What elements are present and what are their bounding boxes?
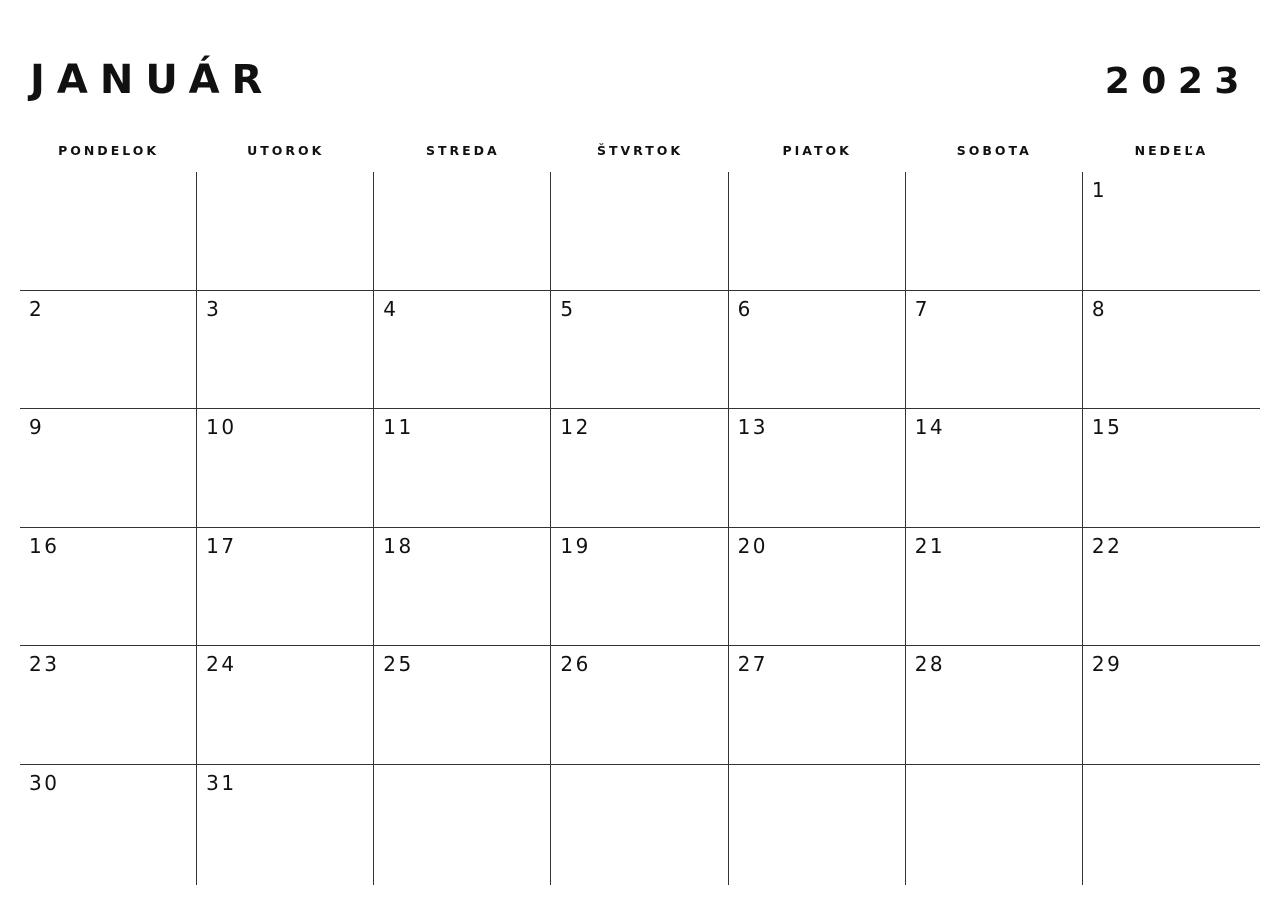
weekday-label-nedela: NEDEĽA <box>1134 143 1209 158</box>
day-number: 20 <box>737 533 769 558</box>
day-number: 18 <box>383 533 414 558</box>
title-row <box>30 57 1251 103</box>
day-number: 19 <box>560 533 591 558</box>
day-number: 22 <box>1091 533 1123 558</box>
calendar-cell-empty <box>551 765 728 885</box>
weekday-label-streda: STREDA <box>425 143 500 158</box>
calendar-cell-day-14 <box>906 409 1083 528</box>
day-number: 25 <box>383 652 414 676</box>
day-number: 11 <box>383 415 414 439</box>
day-number: 7 <box>914 296 930 321</box>
weekday-label-sobota: SOBOTA <box>956 143 1032 158</box>
calendar-cell-empty <box>374 172 551 291</box>
day-number: 31 <box>206 771 237 795</box>
day-number: 8 <box>1091 296 1108 321</box>
weekday-label-utorok: UTOROK <box>247 143 325 158</box>
calendar-cell-day-16 <box>20 528 197 647</box>
day-number: 1 <box>1091 178 1108 202</box>
calendar-cell-day-15 <box>1083 409 1260 528</box>
calendar-cell-day-23 <box>20 646 197 765</box>
day-number: 12 <box>560 415 591 439</box>
calendar-cell-day-21 <box>906 528 1083 647</box>
day-number: 28 <box>914 652 946 676</box>
day-number: 27 <box>737 652 769 676</box>
day-number: 23 <box>29 652 60 676</box>
calendar-cell-day-1 <box>1083 172 1260 291</box>
calendar-cell-empty <box>729 172 906 291</box>
calendar-cell-day-29 <box>1083 646 1260 765</box>
calendar-cell-empty <box>906 172 1083 291</box>
calendar-cell-day-9 <box>20 409 197 528</box>
calendar-cell-day-20 <box>729 528 906 647</box>
calendar-cell-day-13 <box>729 409 906 528</box>
calendar-cell-day-2 <box>20 291 197 410</box>
day-number: 29 <box>1091 652 1123 676</box>
day-number: 24 <box>206 652 237 676</box>
calendar-cell-day-18 <box>374 528 551 647</box>
day-number: 26 <box>560 652 591 676</box>
calendar-cell-day-11 <box>374 409 551 528</box>
calendar-cell-day-28 <box>906 646 1083 765</box>
day-number: 3 <box>206 296 222 321</box>
month-title: JANUÁR <box>30 57 275 103</box>
calendar-cell-day-26 <box>551 646 728 765</box>
day-number: 6 <box>737 296 753 321</box>
calendar-cell-day-8 <box>1083 291 1260 410</box>
day-number: 2 <box>29 296 45 321</box>
calendar-grid <box>20 172 1260 885</box>
calendar-cell-day-25 <box>374 646 551 765</box>
day-number: 17 <box>206 533 237 558</box>
day-number: 14 <box>914 415 946 439</box>
day-number: 9 <box>29 415 45 439</box>
weekday-label-piatok: PIATOK <box>782 143 852 158</box>
calendar-cell-empty <box>1083 765 1260 885</box>
calendar-cell-day-17 <box>197 528 374 647</box>
day-number: 21 <box>914 533 946 558</box>
calendar-cell-day-30 <box>20 765 197 885</box>
day-number: 13 <box>737 415 769 439</box>
day-number: 30 <box>29 771 60 795</box>
calendar-cell-day-7 <box>906 291 1083 410</box>
day-number: 10 <box>206 415 237 439</box>
calendar-cell-day-4 <box>374 291 551 410</box>
calendar-cell-day-10 <box>197 409 374 528</box>
calendar-cell-empty <box>906 765 1083 885</box>
calendar-cell-empty <box>551 172 728 291</box>
calendar-cell-empty <box>20 172 197 291</box>
year-label: 2023 <box>1104 61 1251 102</box>
calendar-cell-day-27 <box>729 646 906 765</box>
calendar-cell-day-6 <box>729 291 906 410</box>
calendar-cell-day-3 <box>197 291 374 410</box>
weekday-label-stvrtok: ŠTVRTOK <box>596 143 684 158</box>
weekday-header-row <box>20 142 1260 160</box>
calendar-cell-empty <box>374 765 551 885</box>
calendar-cell-day-5 <box>551 291 728 410</box>
calendar-cell-day-31 <box>197 765 374 885</box>
weekday-label-pondelok: PONDELOK <box>58 143 160 158</box>
calendar-cell-empty <box>729 765 906 885</box>
calendar-cell-day-12 <box>551 409 728 528</box>
day-number: 16 <box>29 533 60 558</box>
calendar-cell-day-24 <box>197 646 374 765</box>
calendar-cell-empty <box>197 172 374 291</box>
day-number: 4 <box>383 296 399 321</box>
day-number: 5 <box>560 296 576 321</box>
calendar-cell-day-22 <box>1083 528 1260 647</box>
calendar-cell-day-19 <box>551 528 728 647</box>
day-number: 15 <box>1091 415 1123 439</box>
